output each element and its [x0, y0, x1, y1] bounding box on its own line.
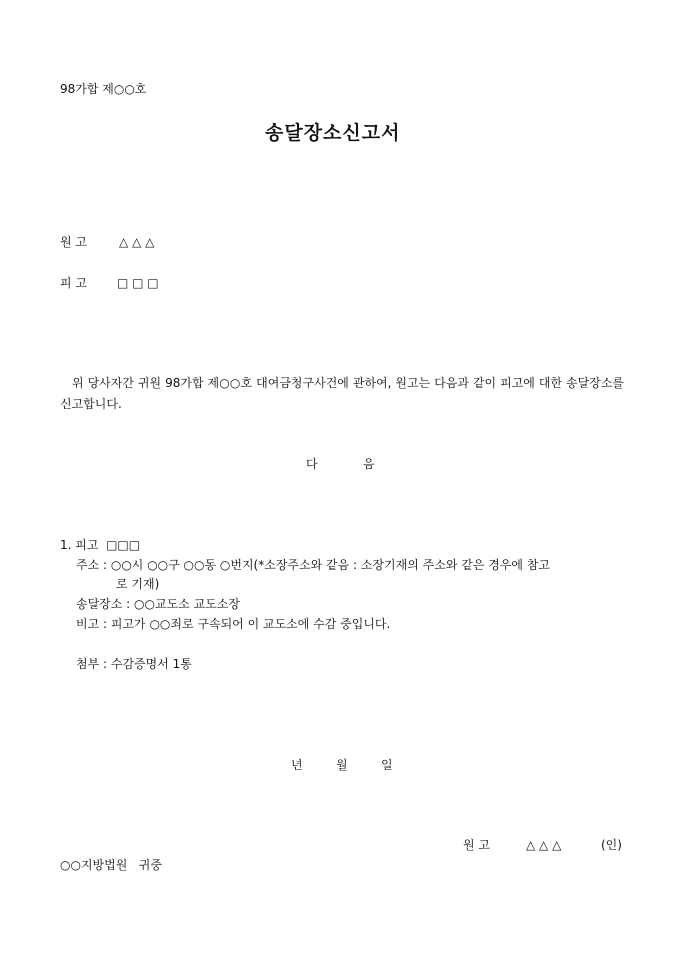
body-paragraph: 위 당사자간 귀원 98가합 제○○호 대여금청구사건에 관하여, 원고는 다음과 같이 피고에 대한 송달장소를 신고합니다. — [60, 376, 624, 411]
date-month: 월 — [336, 758, 348, 772]
court-addressee: ○○지방법원 귀중 — [60, 858, 162, 872]
signature-name: △ △ △ — [526, 838, 562, 852]
attachment: 첨부 : 수감증명서 1통 — [76, 657, 192, 671]
heading-next-b: 음 — [363, 457, 375, 471]
date-day: 일 — [381, 758, 393, 772]
plaintiff-label: 원 고 — [60, 235, 87, 249]
address-line-2: 로 기재) — [116, 577, 160, 591]
heading-next — [306, 456, 375, 472]
signature-line — [463, 837, 622, 853]
document-title: 송달장소신고서 — [265, 122, 401, 144]
defendant-line — [60, 275, 159, 291]
address-line-1: 주소 : ○○시 ○○구 ○○동 ○번지(*소장주소와 같음 : 소장기재의 주소와 같은 경우에 참고 — [76, 558, 551, 572]
date-line — [291, 757, 393, 773]
service-place: 송달장소 : ○○교도소 교도소장 — [76, 597, 240, 611]
heading-next-a: 다 — [306, 457, 318, 471]
item-defendant: 1. 피고 □□□ — [60, 538, 141, 552]
case-number: 98가합 제○○호 — [60, 82, 147, 96]
signature-label: 원 고 — [463, 838, 490, 852]
note: 비고 : 피고가 ○○죄로 구속되어 이 교도소에 수감 중입니다. — [76, 617, 391, 631]
date-year: 년 — [291, 758, 303, 772]
signature-seal: (인) — [601, 838, 622, 852]
defendant-name: □ □ □ — [117, 276, 159, 290]
defendant-label: 피 고 — [60, 276, 87, 290]
plaintiff-line — [60, 234, 154, 250]
plaintiff-name: △ △ △ — [119, 235, 155, 249]
